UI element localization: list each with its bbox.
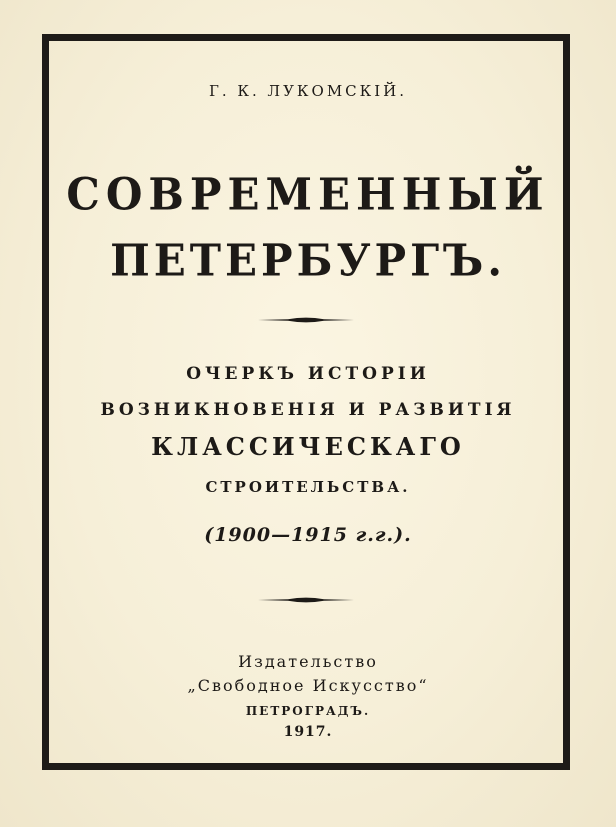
author-name: Г. К. ЛУКОМСКІЙ. <box>208 82 408 100</box>
swelled-rule-ornament-icon <box>258 316 354 324</box>
publication-year: 1917. <box>283 724 333 740</box>
publication-city: ПЕТРОГРАДЪ. <box>245 704 371 718</box>
subtitle-line-2: ВОЗНИКНОВЕНІЯ И РАЗВИТІЯ <box>100 400 516 420</box>
publisher-label: Издательство <box>238 652 378 671</box>
subtitle-line-1: ОЧЕРКЪ ИСТОРІИ <box>186 364 430 384</box>
book-title-line-2: ПЕТЕРБУРГЪ. <box>110 234 506 287</box>
subtitle-line-4: СТРОИТЕЛЬСТВА. <box>205 478 411 496</box>
book-title-line-1: СОВРЕМЕННЫЙ <box>66 168 550 221</box>
swelled-rule-ornament-icon <box>258 596 354 604</box>
publisher-name: „Свободное Искусство“ <box>187 676 429 695</box>
years-range: (1900—1915 г.г.). <box>204 524 412 546</box>
subtitle-line-3: КЛАССИЧЕСКАГО <box>151 432 465 461</box>
